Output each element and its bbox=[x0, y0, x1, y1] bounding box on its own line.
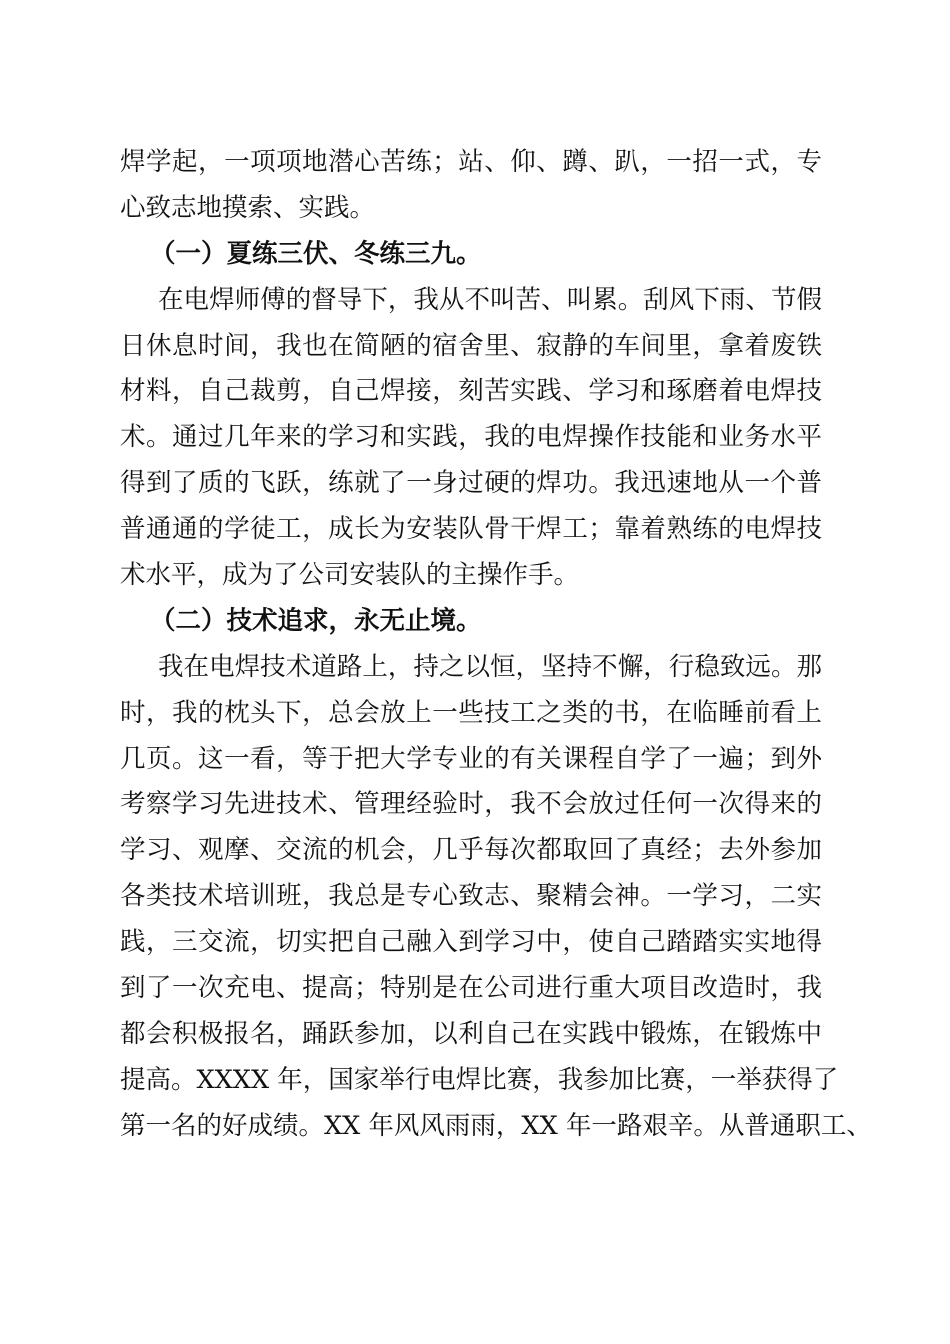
paragraph-line: 都会积极报名，踊跃参加，以利自己在实践中锻炼，在锻炼中 bbox=[120, 1018, 822, 1049]
paragraph-line: 几页。这一看，等于把大学专业的有关课程自学了一遍；到外 bbox=[120, 743, 822, 774]
paragraph-line: 各类技术培训班，我总是专心致志、聚精会神。一学习，二实 bbox=[120, 881, 822, 912]
paragraph-line: 到了一次充电、提高；特别是在公司进行重大项目改造时，我 bbox=[120, 973, 822, 1004]
document-page bbox=[120, 140, 872, 1150]
paragraph-line: 提高。XXXX 年，国家举行电焊比赛，我参加比赛，一举获得了 bbox=[120, 1064, 839, 1095]
paragraph-line: 践，三交流，切实把自己融入到学习中，使自己踏踏实实地得 bbox=[120, 927, 822, 958]
paragraph-line: 术。通过几年来的学习和实践，我的电焊操作技能和业务水平 bbox=[120, 422, 822, 453]
section-heading-1: （一）夏练三伏、冬练三九。 bbox=[150, 238, 482, 269]
paragraph-line: 得到了质的飞跃，练就了一身过硬的焊功。我迅速地从一个普 bbox=[120, 468, 822, 499]
paragraph-line: 材料，自己裁剪，自己焊接，刻苦实践、学习和琢磨着电焊技 bbox=[120, 376, 822, 407]
section-heading-2: （二）技术追求，永无止境。 bbox=[150, 605, 482, 636]
paragraph-line: 术水平，成为了公司安装队的主操作手。 bbox=[120, 560, 580, 591]
paragraph-line: 学习、观摩、交流的机会，几乎每次都取回了真经；去外参加 bbox=[120, 835, 822, 866]
paragraph-line: 在电焊师傅的督导下，我从不叫苦、叫累。刮风下雨、节假 bbox=[158, 284, 822, 315]
paragraph-line: 考察学习先进技术、管理经验时，我不会放过任何一次得来的 bbox=[120, 789, 822, 820]
paragraph-line: 第一名的好成绩。XX 年风风雨雨，XX 年一路艰辛。从普通职工、 bbox=[120, 1110, 872, 1141]
paragraph-line: 心致志地摸索、实践。 bbox=[120, 192, 376, 223]
paragraph-line: 日休息时间，我也在简陋的宿舍里、寂静的车间里，拿着废铁 bbox=[120, 330, 822, 361]
paragraph-line: 普通通的学徒工，成长为安装队骨干焊工；靠着熟练的电焊技 bbox=[120, 514, 822, 545]
paragraph-line: 我在电焊技术道路上，持之以恒，坚持不懈，行稳致远。那 bbox=[158, 651, 822, 682]
paragraph-line: 时，我的枕头下，总会放上一些技工之类的书，在临睡前看上 bbox=[120, 697, 822, 728]
paragraph-line: 焊学起，一项项地潜心苦练；站、仰、蹲、趴，一招一式，专 bbox=[120, 147, 822, 177]
